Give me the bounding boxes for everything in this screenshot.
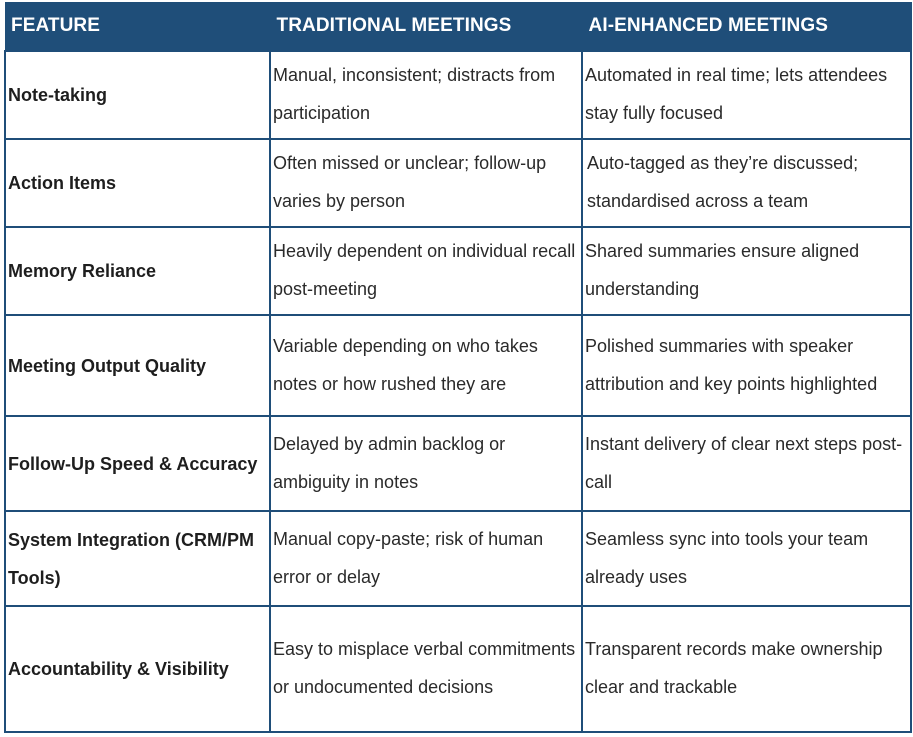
ai-cell: Shared summaries ensure aligned understanding [582, 227, 911, 315]
feature-cell: System Integration (CRM/PM Tools) [5, 511, 270, 606]
ai-cell: Automated in real time; lets attendees stay fully focused [582, 51, 911, 139]
traditional-cell: Often missed or unclear; follow-up varies by person [270, 139, 582, 227]
table-row [5, 416, 911, 511]
header-traditional-meetings: TRADITIONAL MEETINGS [270, 2, 582, 51]
traditional-cell: Variable depending on who takes notes or how rushed they are [270, 315, 582, 416]
table-row [5, 227, 911, 315]
table-row [5, 51, 911, 139]
traditional-cell: Easy to misplace verbal commitments or undocumented decisions [270, 606, 582, 732]
feature-cell: Follow-Up Speed & Accuracy [5, 416, 270, 511]
table-body [5, 51, 911, 732]
comparison-table [4, 2, 912, 733]
traditional-cell: Delayed by admin backlog or ambiguity in notes [270, 416, 582, 511]
table-row [5, 606, 911, 732]
ai-cell: Auto-tagged as they’re discussed; standardised across a team [582, 139, 911, 227]
feature-cell: Meeting Output Quality [5, 315, 270, 416]
ai-cell: Transparent records make ownership clear and trackable [582, 606, 911, 732]
traditional-cell: Manual, inconsistent; distracts from participation [270, 51, 582, 139]
traditional-cell: Heavily dependent on individual recall post-meeting [270, 227, 582, 315]
comparison-table-container [4, 2, 910, 733]
ai-cell: Instant delivery of clear next steps post-call [582, 416, 911, 511]
header-row [5, 2, 911, 51]
ai-cell: Polished summaries with speaker attribution and key points highlighted [582, 315, 911, 416]
ai-cell: Seamless sync into tools your team already uses [582, 511, 911, 606]
traditional-cell: Manual copy-paste; risk of human error or delay [270, 511, 582, 606]
feature-cell: Accountability & Visibility [5, 606, 270, 732]
feature-cell: Note-taking [5, 51, 270, 139]
feature-cell: Memory Reliance [5, 227, 270, 315]
table-row [5, 315, 911, 416]
feature-cell: Action Items [5, 139, 270, 227]
header-ai-enhanced-meetings: AI-ENHANCED MEETINGS [582, 2, 911, 51]
table-row [5, 139, 911, 227]
table-row [5, 511, 911, 606]
table-header [5, 2, 911, 51]
header-feature: FEATURE [5, 2, 270, 51]
